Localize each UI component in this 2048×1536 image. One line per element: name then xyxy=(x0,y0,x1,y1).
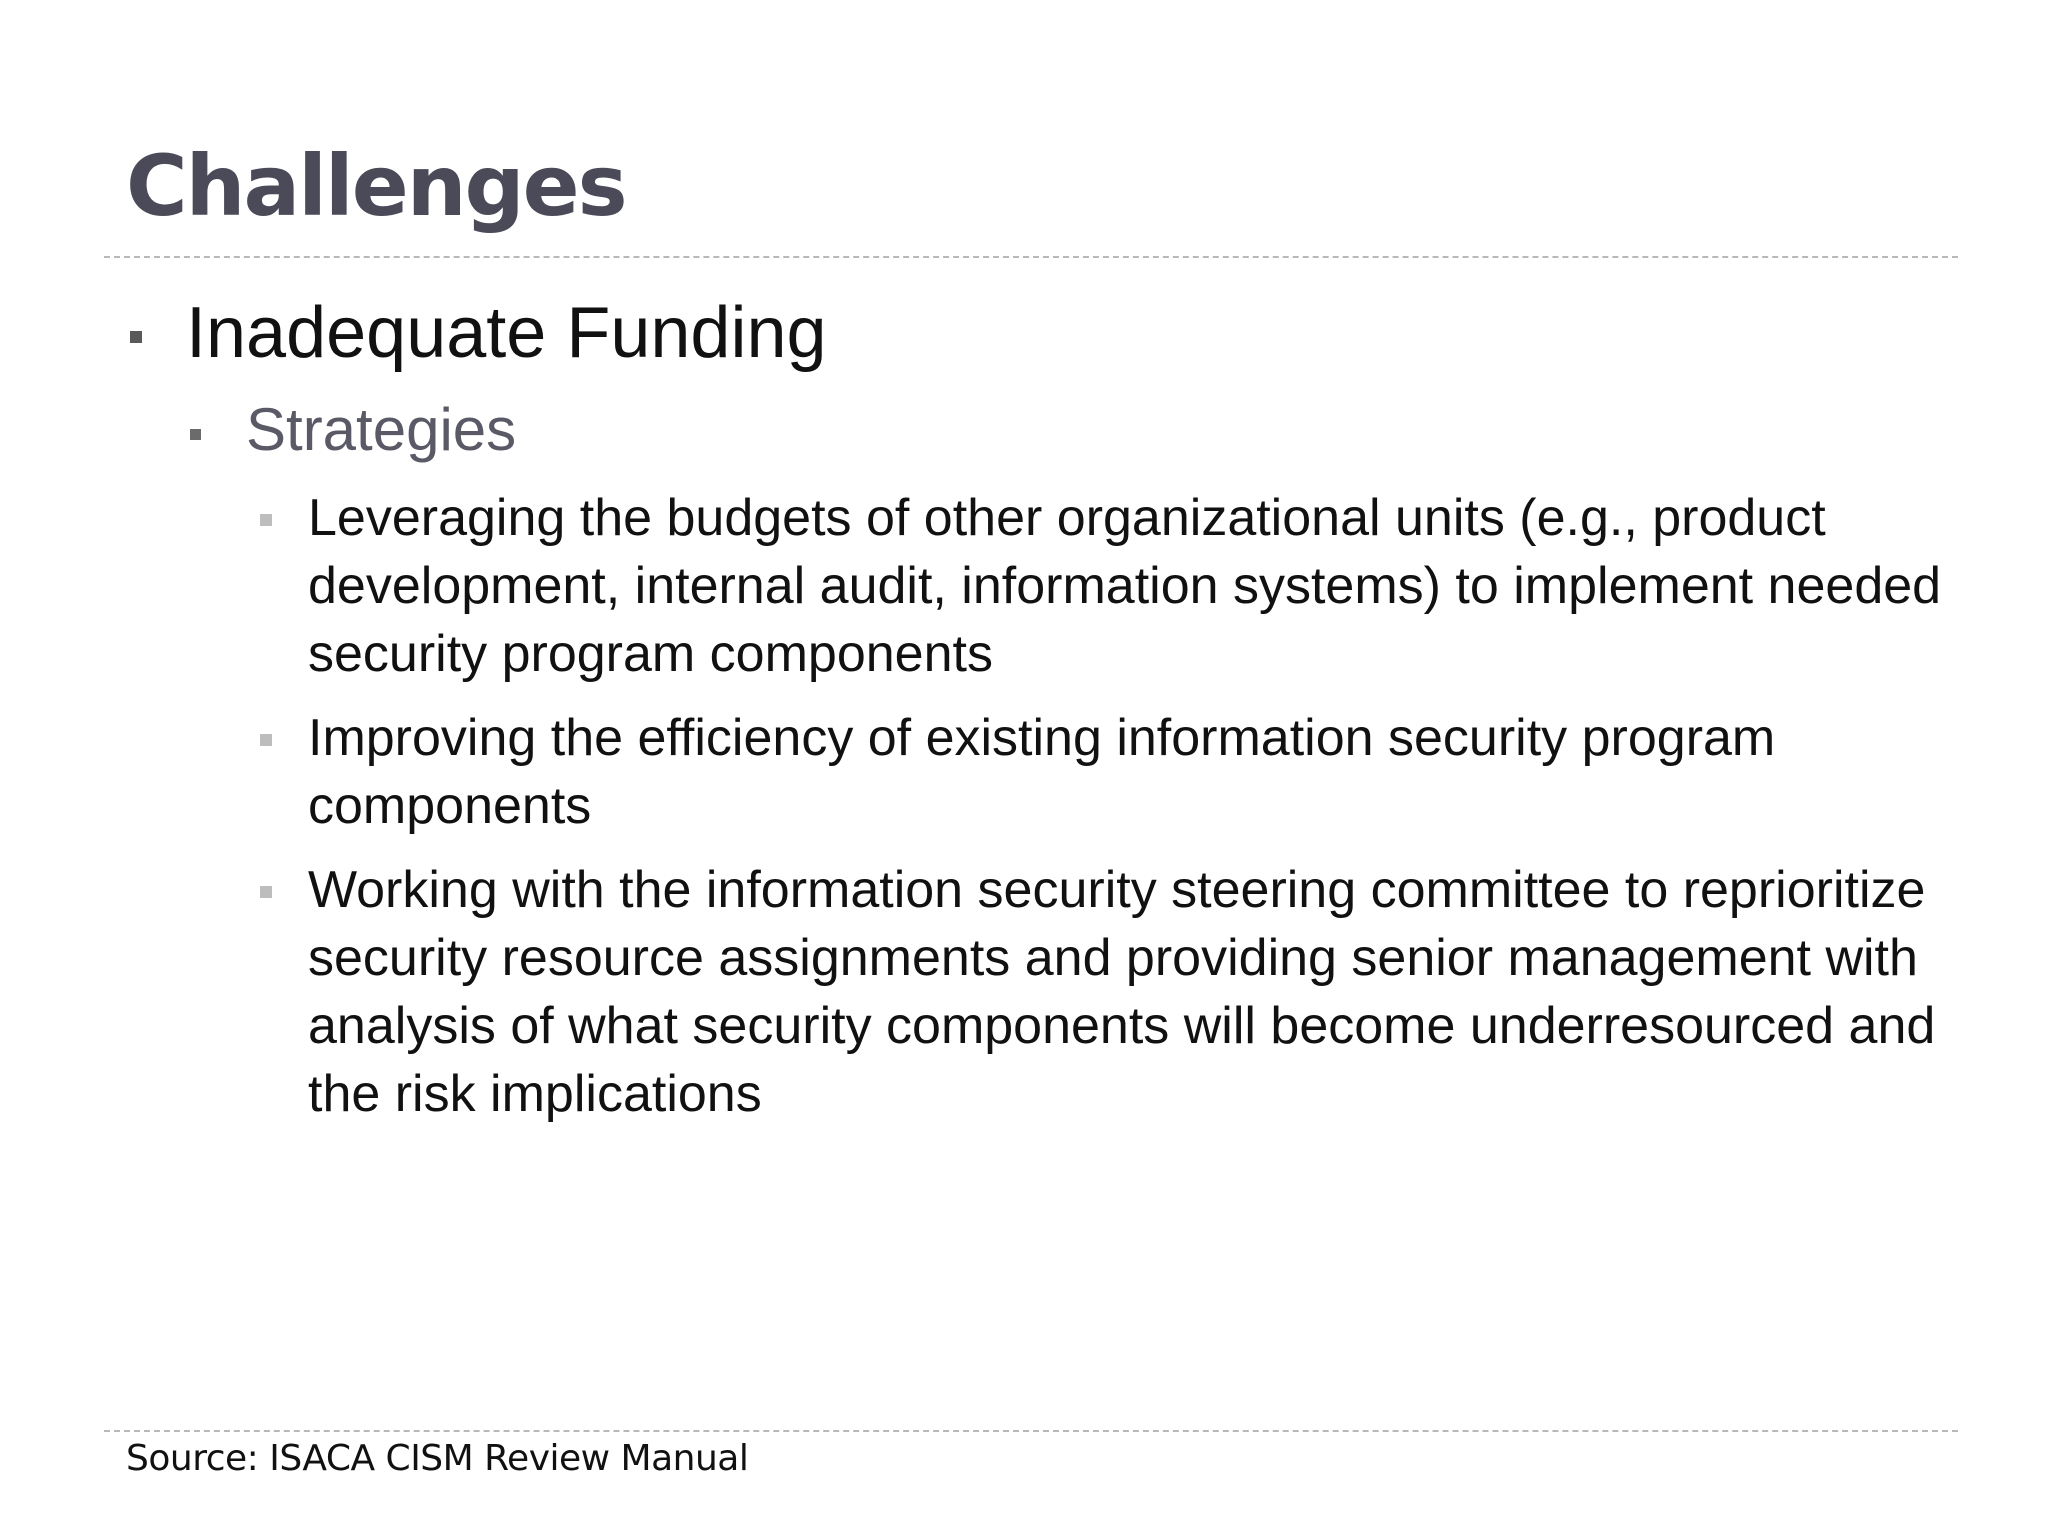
bullet-level3-item: Improving the efficiency of existing information security program components xyxy=(308,709,1776,835)
bullet-square-icon xyxy=(190,429,201,440)
bullet-square-icon xyxy=(130,331,142,343)
bullet-square-icon xyxy=(260,514,272,526)
footer-divider xyxy=(104,1430,1958,1432)
slide-title: Challenges xyxy=(126,137,626,235)
bullet-level1-text: Inadequate Funding xyxy=(186,293,827,373)
title-divider xyxy=(104,256,1958,258)
bullet-level2-text: Strategies xyxy=(246,396,517,463)
bullet-level3-item: Leveraging the budgets of other organizational units (e.g., product development, internal audit, information systems) to implement needed security program components xyxy=(308,489,1942,683)
bullet-square-icon xyxy=(260,886,272,898)
bullet-square-icon xyxy=(260,734,272,746)
bullet-level3-item: Working with the information security steering committee to reprioritize security resource assignments and providing senior management with analysis of what security components will become underresourced and the risk implications xyxy=(308,861,1936,1123)
source-citation: Source: ISACA CISM Review Manual xyxy=(126,1438,749,1479)
